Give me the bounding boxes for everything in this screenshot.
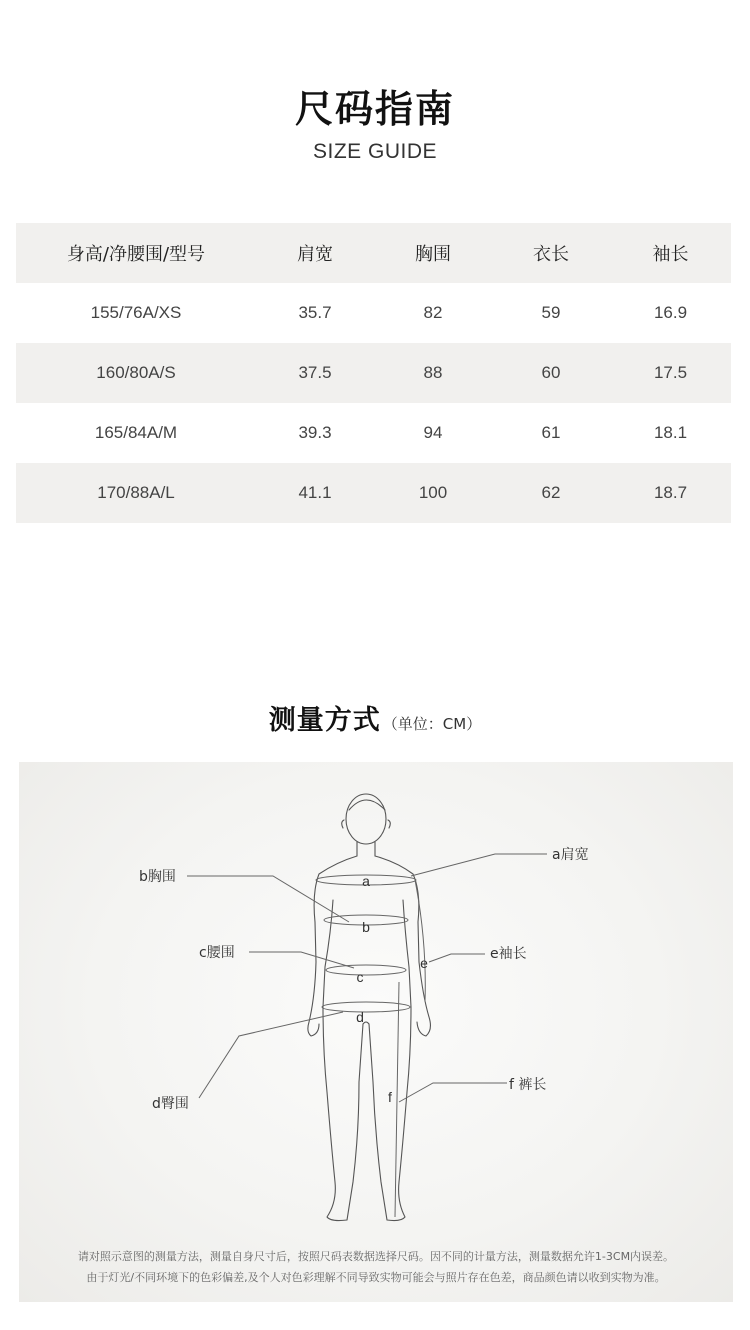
label-shoulder: a肩宽 [552,847,589,863]
note-line-2: 由于灯光/不同环境下的色彩偏差,及个人对色彩理解不同导致实物可能会与照片存在色差，商品颜色请以收到实物为准。 [86,1271,666,1284]
header-sleeve: 袖长 [610,223,731,283]
table-header-row [16,223,731,283]
label-pants: f 裤长 [509,1077,547,1093]
measurement-figure [19,762,733,1302]
note-line-1: 请对照示意图的测量方法，测量自身尺寸后，按照尺码表数据选择尺码。因不同的计量方法，测量数据允许1-3CM内误差。 [77,1250,675,1263]
marker-b: b [362,919,370,935]
table-row [16,463,731,523]
cell-length: 61 [541,423,561,442]
measure-lines [187,854,547,1217]
label-hip: d臀围 [152,1096,189,1112]
cell-chest: 88 [374,343,492,403]
cell-chest: 94 [423,423,443,442]
table-row [16,283,731,343]
marker-a: a [362,873,370,889]
marker-c: c [356,969,364,985]
label-waist: c腰围 [199,945,235,961]
header-shoulder: 肩宽 [256,223,374,283]
cell-sleeve: 16.9 [653,303,688,322]
cell-shoulder: 39.3 [298,423,332,442]
cell-sleeve: 17.5 [610,343,731,403]
measure-heading: 测量方式 [268,705,381,736]
marker-d: d [356,1009,364,1025]
label-chest: b胸围 [139,869,176,885]
cell-chest: 100 [374,463,492,523]
table-row [16,343,731,403]
cell-chest: 82 [423,303,443,322]
label-sleeve: e袖长 [490,946,527,962]
header-length: 衣长 [492,223,610,283]
measure-unit: （单位：CM） [382,715,482,733]
header-size: 身高/净腰围/型号 [16,223,256,283]
page-title: 尺码指南 [294,87,455,131]
body-diagram [19,762,733,1302]
cell-sleeve: 18.7 [610,463,731,523]
cell-shoulder: 41.1 [256,463,374,523]
cell-shoulder: 37.5 [256,343,374,403]
size-table [16,223,731,523]
cell-length: 60 [492,343,610,403]
cell-length: 59 [541,303,561,322]
cell-size: 165/84A/M [94,423,178,442]
header-chest: 胸围 [374,223,492,283]
body-outline [308,794,431,1221]
cell-sleeve: 18.1 [653,423,688,442]
measure-title [0,698,750,737]
cell-size: 155/76A/XS [90,303,182,322]
cell-shoulder: 35.7 [298,303,332,322]
table-row [16,403,731,463]
cell-size: 170/88A/L [16,463,256,523]
marker-e: e [420,955,428,971]
marker-f: f [388,1089,392,1105]
page-subtitle: SIZE GUIDE [312,140,438,163]
cell-length: 62 [492,463,610,523]
cell-size: 160/80A/S [16,343,256,403]
